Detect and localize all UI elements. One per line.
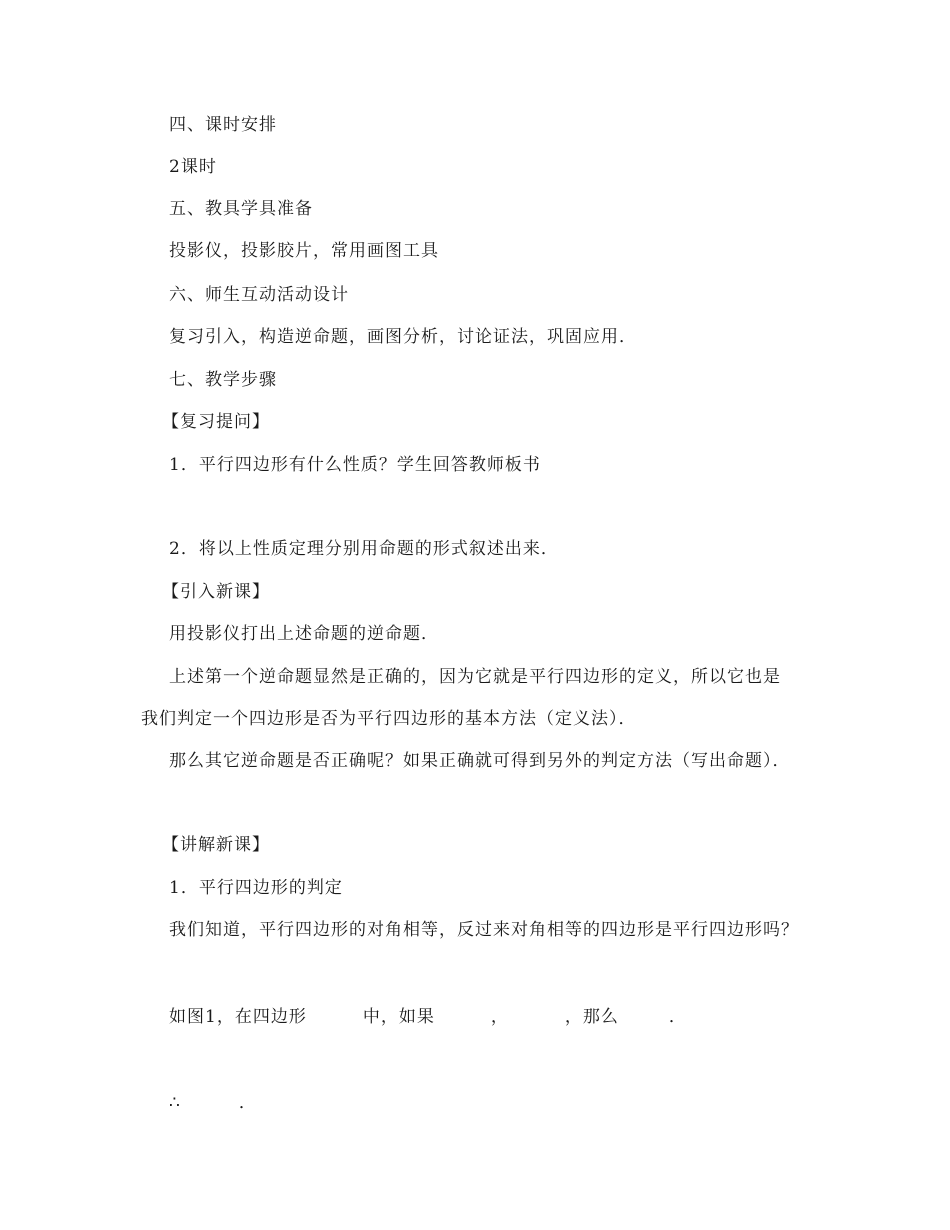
lecture-subheading-1: 1．平行四边形的判定 [169, 878, 343, 898]
intro-paragraph-3: 那么其它逆命题是否正确呢？如果正确就可得到另外的判定方法（写出命题）． [169, 751, 791, 771]
intro-heading: 【引入新课】 [162, 582, 270, 602]
section-4-heading: 四、课时安排 [169, 115, 277, 135]
intro-paragraph-2-line-2: 我们判定一个四边形是否为平行四边形的基本方法（定义法）． [141, 709, 637, 729]
section-5-heading: 五、教具学具准备 [169, 199, 313, 219]
figure-text-4: ，那么 [564, 1007, 619, 1027]
intro-paragraph-1: 用投影仪打出上述命题的逆命题． [169, 624, 439, 644]
figure-text-1: 如图1，在四边形 [169, 1007, 307, 1027]
review-question-1: 1．平行四边形有什么性质？学生回答教师板书 [169, 455, 541, 475]
intro-paragraph-2-line-1: 上述第一个逆命题显然是正确的，因为它就是平行四边形的定义，所以它也是 [169, 667, 781, 687]
therefore-symbol: ∴ [169, 1093, 181, 1113]
section-4-body: 2课时 [169, 157, 217, 177]
figure-text-5: ． [668, 1007, 687, 1027]
lecture-paragraph-1: 我们知道，平行四边形的对角相等，反过来对角相等的四边形是平行四边形吗？ [169, 920, 799, 940]
figure-text-3: ， [490, 1007, 509, 1027]
section-6-heading: 六、师生互动活动设计 [169, 285, 349, 305]
therefore-end: ． [238, 1093, 257, 1113]
lecture-heading: 【讲解新课】 [162, 835, 270, 855]
review-question-2: 2．将以上性质定理分别用命题的形式叙述出来． [169, 539, 559, 559]
figure-statement [169, 1006, 687, 1028]
section-5-body: 投影仪，投影胶片，常用画图工具 [169, 241, 439, 261]
therefore-line [169, 1092, 257, 1114]
section-7-heading: 七、教学步骤 [169, 370, 277, 390]
section-6-body: 复习引入，构造逆命题，画图分析，讨论证法，巩固应用． [169, 327, 637, 347]
review-heading: 【复习提问】 [162, 412, 270, 432]
figure-text-2: 中，如果 [362, 1007, 435, 1027]
